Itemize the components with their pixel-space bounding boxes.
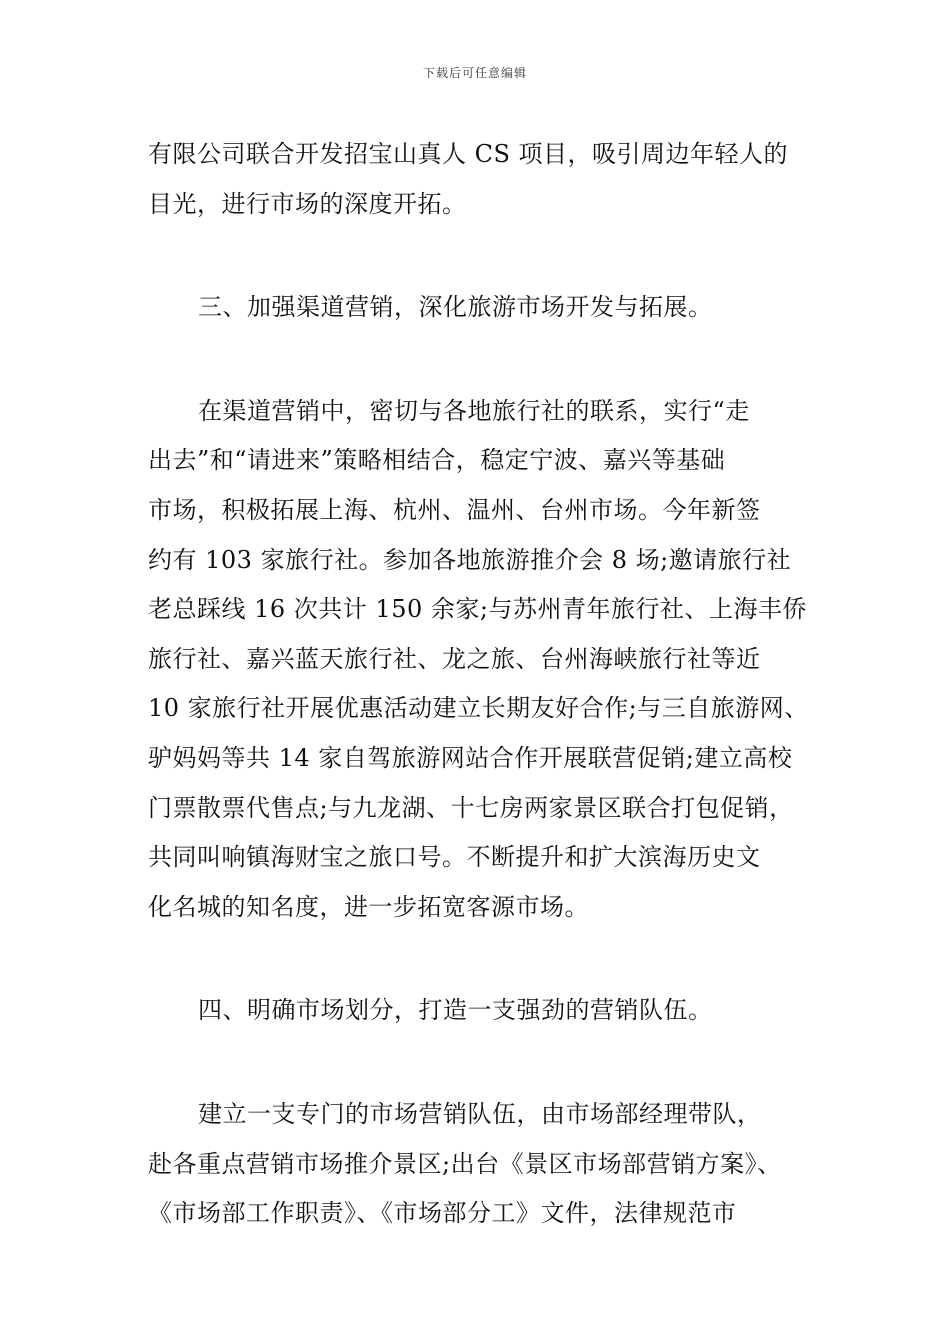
page-header: 下载后可任意编辑 <box>422 66 527 80</box>
heading-line: 四、明确市场划分，打造一支强劲的营销队伍。 <box>198 996 713 1025</box>
text-line: 在渠道营销中，密切与各地旅行社的联系，实行“走 <box>198 396 750 425</box>
text-line: 约有 103 家旅行社。参加各地旅游推介会 8 场;邀请旅行社 <box>148 545 792 574</box>
text-line: 目光，进行市场的深度开拓。 <box>148 189 467 218</box>
heading-line: 三、加强渠道营销，深化旅游市场开发与拓展。 <box>198 293 713 322</box>
text-line: 《市场部工作职责》、《市场部分工》文件，法律规范市 <box>148 1199 737 1228</box>
text-line: 有限公司联合开发招宝山真人 CS 项目，吸引周边年轻人的 <box>148 140 789 168</box>
text-line: 化名城的知名度，进一步拓宽客源市场。 <box>148 892 589 921</box>
text-line: 出去”和“请进来”策略相结合，稳定宁波、嘉兴等基础 <box>148 446 726 475</box>
text-line: 10 家旅行社开展优惠活动建立长期友好合作;与三自旅游网、 <box>148 694 809 723</box>
text-line: 建立一支专门的市场营销队伍，由市场部经理带队， <box>198 1099 762 1128</box>
document-body <box>148 130 816 1239</box>
paragraph-cs-project <box>148 130 816 229</box>
text-line: 旅行社、嘉兴蓝天旅行社、龙之旅、台州海峡旅行社等近 <box>148 644 761 673</box>
text-line: 赴各重点营销市场推介景区;出台《景区市场部营销方案》、 <box>148 1149 782 1178</box>
text-line: 市场，积极拓展上海、杭州、温州、台州市场。今年新签 <box>148 495 761 524</box>
text-line: 驴妈妈等共 14 家自驾旅游网站合作开展联营促销;建立高校 <box>148 743 793 772</box>
text-line: 老总踩线 16 次共计 150 余家;与苏州青年旅行社、上海丰侨 <box>148 595 807 624</box>
text-line: 共同叫响镇海财宝之旅口号。不断提升和扩大滨海历史文 <box>148 843 761 872</box>
paragraph-channel-marketing <box>148 387 816 933</box>
paragraph-marketing-team <box>148 1090 816 1239</box>
text-line: 门票散票代售点;与九龙湖、十七房两家景区联合打包促销， <box>148 793 794 822</box>
section-heading-three <box>148 283 816 333</box>
section-heading-four <box>148 986 816 1036</box>
